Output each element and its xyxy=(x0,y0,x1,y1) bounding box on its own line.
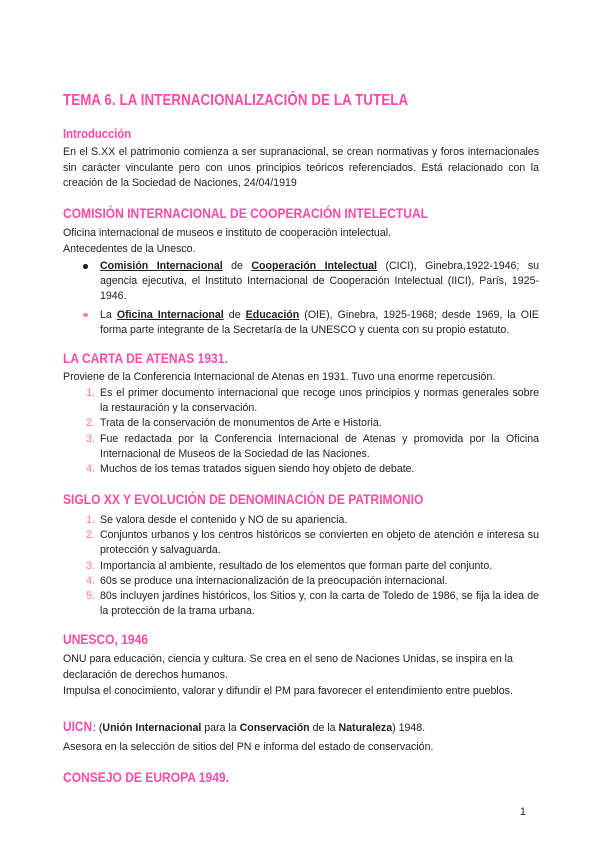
cici-line-1: Oficina internacional de museos e instituto de cooperación intelectual. xyxy=(63,227,392,239)
list-item: Comisión Internacional de Cooperación Intelectual (CICI), Ginebra,1922-1946; su agencia ejecutiva, el Instituto Internacional de Cooperación Intelectual (IICI), París, 1925-1946. xyxy=(100,259,539,305)
list-item: 1. Se valora desde el contenido y NO de su apariencia. xyxy=(86,514,348,526)
uicn-paragraph: Asesora en la selección de sitios del PN e informa del estado de conservación. xyxy=(63,741,434,753)
bullet-dot-icon xyxy=(83,264,88,269)
cici-bullet-list xyxy=(100,259,539,338)
list-item: La Oficina Internacional de Educación (OIE), Ginebra, 1925-1968; desde 1969, la OIE forma parte integrante de la Secretaría de la UNESCO y cuenta con su propio estatuto. xyxy=(100,308,539,338)
siglo-numbered-list xyxy=(86,513,539,619)
uicn-line: UICN: (Unión Internacional para la Conservación de la Naturaleza) 1948. xyxy=(63,719,426,734)
page-number: 1 xyxy=(519,806,526,818)
list-item: 4. Muchos de los temas tratados siguen siendo hoy objeto de debate. xyxy=(86,463,415,476)
page-title: TEMA 6. LA INTERNACIONALIZACIÓN DE LA TUTELA xyxy=(63,92,409,109)
uicn-heading: UICN xyxy=(63,719,93,734)
atenas-numbered-list xyxy=(86,386,539,477)
list-item: 2. Conjuntos urbanos y los centros históricos se convierten en objeto de atención e interesa su protección y salvaguarda. xyxy=(86,529,539,557)
list-item: 3. Fue redactada por la Conferencia Internacional de Atenas y promovida por la Oficina Internacional de Museos de la Sociedad de las Naciones. xyxy=(86,432,539,460)
consejo-heading: CONSEJO DE EUROPA 1949. xyxy=(63,769,229,785)
list-item: 4. 60s se produce una internacionalización de la preocupación internacional. xyxy=(86,574,448,587)
list-item: 5. 80s incluyen jardines históricos, los Sitios y, con la carta de Toledo de 1986, se fija la idea de la protección de la trama urbana. xyxy=(86,590,539,618)
cici-line-2: Antecedentes de la Unesco. xyxy=(63,243,196,255)
list-item: 3. Importancia al ambiente, resultado de los elementos que forman parte del conjunto. xyxy=(86,559,493,572)
atenas-heading: LA CARTA DE ATENAS 1931. xyxy=(63,350,228,366)
atenas-paragraph: Proviene de la Conferencia Internacional de Atenas en 1931. Tuvo una enorme repercusión. xyxy=(63,371,496,383)
unesco-heading: UNESCO, 1946 xyxy=(63,631,148,647)
list-item: 1. Es el primer documento internacional que recoge unos principios y normas generales sobre la restauración y la conservación. xyxy=(86,387,539,415)
unesco-paragraph-1: ONU para educación, ciencia y cultura. Se crea en el seno de Naciones Unidas, se inspira en la declaración de derechos humanos. xyxy=(63,653,513,681)
cici-heading: COMISIÓN INTERNACIONAL DE COOPERACIÓN INTELECTUAL xyxy=(63,205,429,221)
bullet-dot-icon xyxy=(83,313,88,318)
siglo-heading: SIGLO XX Y EVOLUCIÓN DE DENOMINACIÓN DE PATRIMONIO xyxy=(63,491,424,507)
intro-heading: Introducción xyxy=(63,127,132,141)
list-item: 2. Trata de la conservación de monumentos de Arte e Historia. xyxy=(86,417,382,430)
intro-paragraph: En el S.XX el patrimonio comienza a ser supranacional, se crean normativas y foros internacionales sin carácter vinculante pero con unos principios teóricos referenciados. Está relacionado con la creación de la Sociedad de Naciones, 24/04/1919 xyxy=(63,146,539,189)
unesco-paragraph-2: Impulsa el conocimiento, valorar y difundir el PM para favorecer el entendimiento entre pueblos. xyxy=(63,685,513,697)
